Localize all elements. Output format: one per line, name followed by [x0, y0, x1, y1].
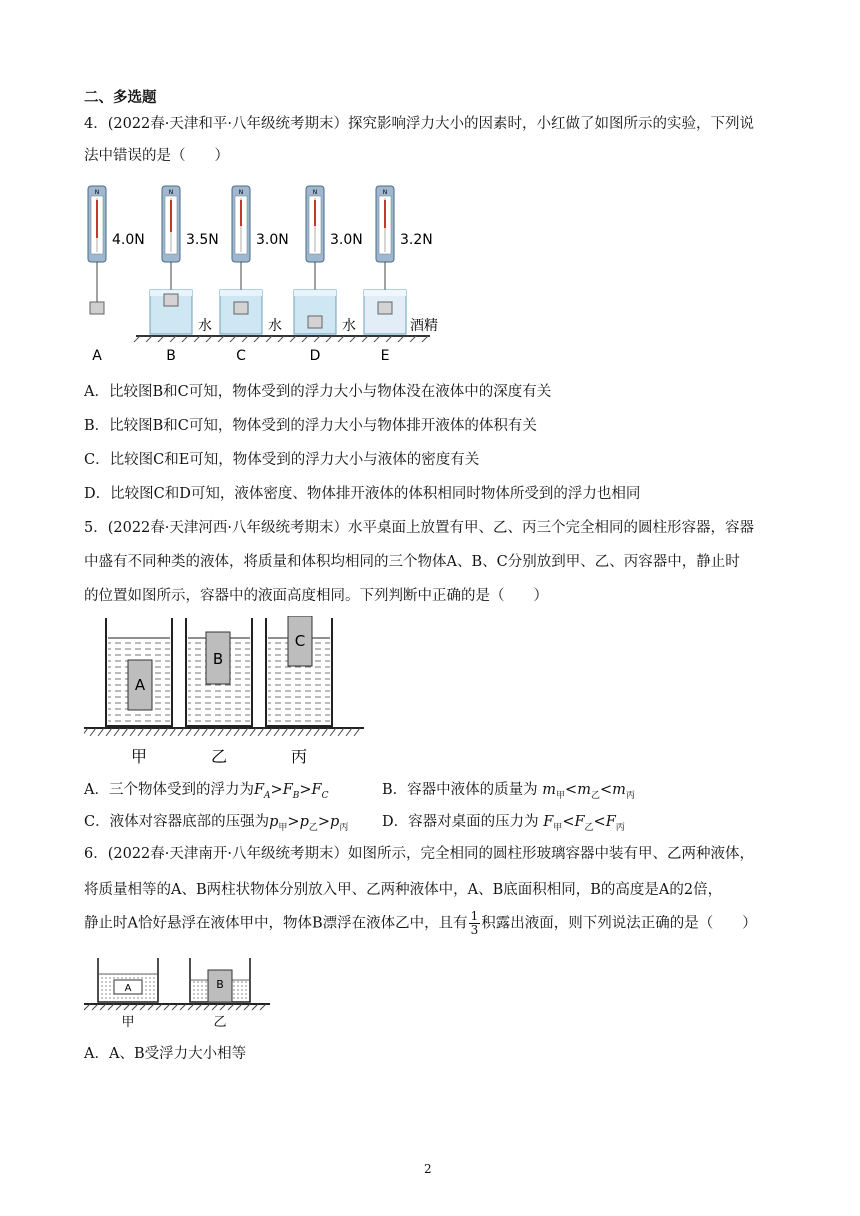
spring-scale-c [220, 186, 289, 364]
q4-option-b: B．比较图B和C可知，物体受到的浮力大小与物体排开液体的体积有关 [84, 418, 537, 434]
label-b: B [166, 348, 176, 364]
q4-option-c: C．比较图C和E可知，物体受到的浮力大小与液体的密度有关 [84, 452, 480, 468]
q4-option-a: A．比较图B和C可知，物体受到的浮力大小与物体没在液体中的深度有关 [84, 384, 552, 400]
q4-stem-line2: 法中错误的是（ ） [84, 148, 229, 164]
svg-text:N: N [382, 189, 388, 196]
q5-option-b: B．容器中液体的质量为 $m_甲<m_乙<m_丙$ [382, 782, 635, 801]
spring-scale-a [88, 186, 145, 364]
q5-stem-line3: 的位置如图所示，容器中的液面高度相同。下列判断中正确的是（ ） [84, 588, 548, 604]
q6-stem-line1: 6．(2022春·天津南开·八年级统考期末）如图所示，完全相同的圆柱形玻璃容器中装有甲、乙两种液体， [84, 846, 754, 862]
block-b-label: B [212, 650, 224, 668]
q6-block-b-label: B [216, 978, 224, 991]
container-yi-q6 [190, 958, 250, 1030]
svg-text:N: N [238, 189, 244, 196]
liquid-b: 水 [198, 318, 212, 334]
q6-container-yi-label: 乙 [213, 1015, 227, 1030]
liquid-c: 水 [268, 318, 282, 334]
container-bing-label: 丙 [290, 747, 308, 766]
q6-option-a: A．A、B受浮力大小相等 [84, 1046, 247, 1062]
q4-option-d: D．比较图C和D可知，液体密度、物体排开液体的体积相同时物体所受到的浮力也相同 [84, 486, 641, 502]
block-c-label: C [294, 632, 306, 650]
page-number: 2 [424, 1162, 432, 1176]
reading-e: 3.2N [400, 232, 433, 248]
reading-a: 4.0N [112, 232, 145, 248]
q4-spring-scale-figure [80, 178, 450, 368]
container-yi [186, 618, 252, 766]
q6-block-a-label: A [124, 983, 132, 994]
q5-stem-line1: 5．(2022春·天津河西·八年级统考期末）水平桌面上放置有甲、乙、丙三个完全相同的圆柱形容器，容器 [84, 520, 754, 536]
q4-stem-line1: 4．(2022春·天津和平·八年级统考期末）探究影响浮力大小的因素时，小红做了如图所示的实验，下列说 [84, 116, 754, 132]
container-jia [106, 618, 172, 766]
q5-containers-figure [84, 616, 368, 768]
q5-option-a: A．三个物体受到的浮力为$F_A>F_B>F_C$ [84, 782, 329, 801]
svg-text:N: N [312, 189, 318, 196]
spring-scale-b [150, 186, 219, 364]
label-d: D [309, 348, 321, 364]
liquid-d: 水 [342, 318, 356, 334]
reading-b: 3.5N [186, 232, 219, 248]
q6-stem-line2: 将质量相等的A、B两柱状物体分别放入甲、乙两种液体中，A、B底面积相同，B的高度是A的2倍， [84, 882, 723, 898]
container-yi-label: 乙 [210, 747, 228, 766]
reading-d: 3.0N [330, 232, 363, 248]
q6-containers-figure [84, 956, 274, 1036]
q6-stem-line3: 静止时A恰好悬浮在液体甲中，物体B漂浮在液体乙中，且有 $\frac{1}{3}$ 积露出液面，则下列说法正确的是（ ） [84, 909, 757, 937]
section-title: 二、多选题 [84, 90, 157, 106]
scale-top-label: N [94, 189, 100, 196]
label-c: C [236, 348, 246, 364]
label-a: A [92, 348, 102, 364]
fraction-one-third: $\frac{1}{3}$ [470, 909, 479, 937]
q5-option-d: D．容器对桌面的压力为 $F_甲<F_乙<F_丙$ [382, 814, 625, 833]
label-e: E [380, 348, 390, 364]
svg-text:N: N [168, 189, 174, 196]
q5-stem-line2: 中盛有不同种类的液体，将质量和体积均相同的三个物体A、B、C分别放到甲、乙、丙容器中，静止时 [84, 554, 740, 570]
reading-c: 3.0N [256, 232, 289, 248]
block-a-label: A [134, 676, 146, 694]
q5-option-c: C．液体对容器底部的压强为$p_甲>p_乙>p_丙$ [84, 814, 349, 833]
spring-scale-d [294, 186, 363, 364]
container-bing [266, 616, 332, 766]
container-jia-label: 甲 [130, 747, 148, 766]
q6-container-jia-label: 甲 [121, 1015, 135, 1030]
container-jia-q6 [98, 958, 158, 1030]
liquid-e: 酒精 [410, 318, 438, 334]
